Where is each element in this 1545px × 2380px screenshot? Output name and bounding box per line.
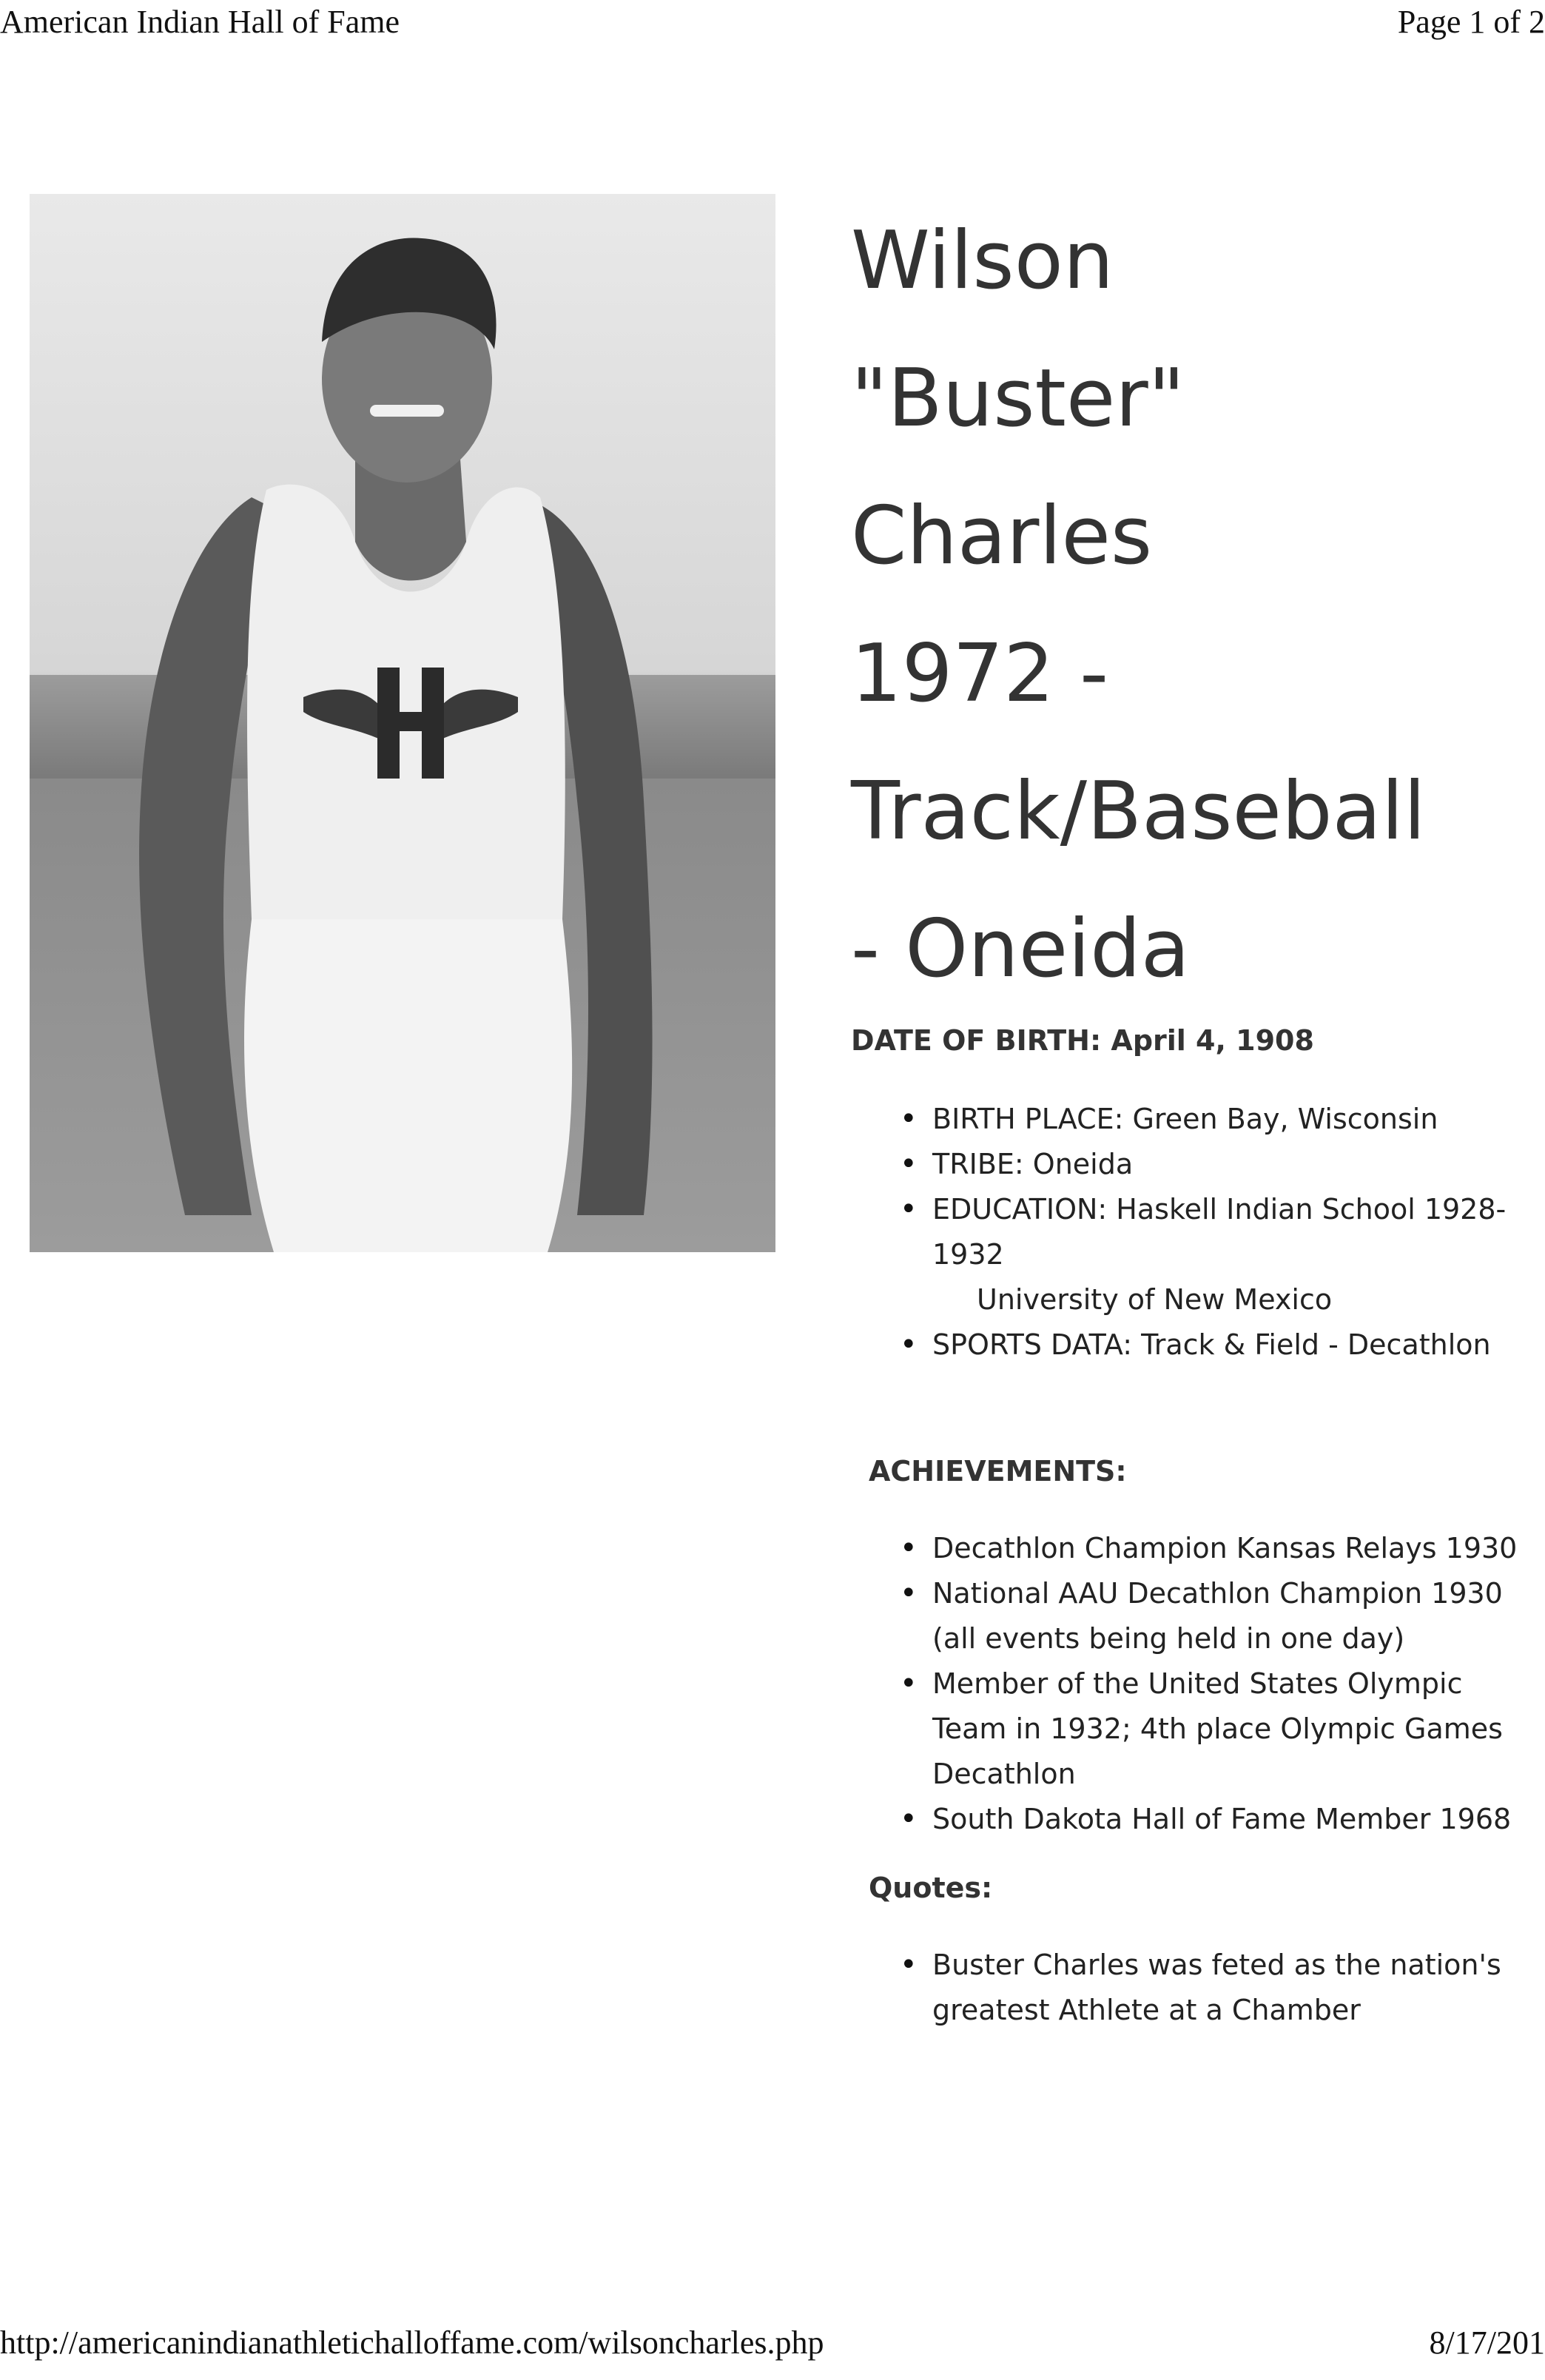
achievements-heading: ACHIEVEMENTS: — [869, 1455, 1127, 1488]
achievement-item: • Member of the United States Olympic Team in 1932; 4th place Olympic Games Decathlon — [932, 1661, 1532, 1797]
fact-education — [932, 1187, 1532, 1322]
quote-item: • Buster Charles was feted as the nation's greatest Athlete at a Chamber — [932, 1943, 1532, 2033]
site-title: American Indian Hall of Fame — [0, 4, 400, 40]
print-footer — [0, 2324, 1545, 2368]
achievement-item: • South Dakota Hall of Fame Member 1968 — [932, 1797, 1532, 1842]
page-title — [851, 192, 1532, 1018]
title-line-1: Wilson — [851, 215, 1114, 307]
achievement-item: • Decathlon Champion Kansas Relays 1930 — [932, 1526, 1532, 1571]
athlete-photo — [30, 194, 775, 1252]
title-line-5: Track/Baseball — [851, 765, 1426, 858]
achievements-list — [851, 1526, 1532, 1842]
print-date: 8/17/201 — [1429, 2324, 1545, 2361]
bio-facts-list — [851, 1097, 1532, 1368]
quotes-heading: Quotes: — [869, 1872, 993, 1904]
title-line-3: Charles — [851, 490, 1153, 582]
print-header — [0, 3, 1545, 47]
page-label: Page 1 of 2 — [1397, 4, 1545, 40]
fact-education-extra: University of New Mexico — [977, 1283, 1333, 1316]
athlete-photo-graphic — [30, 194, 775, 1252]
title-line-4: 1972 - — [851, 628, 1109, 720]
shorts — [244, 919, 572, 1252]
dob-label: DATE OF BIRTH: — [851, 1024, 1102, 1057]
fact-sports: • SPORTS DATA: Track & Field - Decathlon — [932, 1322, 1532, 1368]
fact-tribe: • TRIBE: Oneida — [932, 1142, 1532, 1187]
achievement-item: • National AAU Decathlon Champion 1930 (all events being held in one day) — [932, 1571, 1532, 1661]
title-line-6: - Oneida — [851, 903, 1190, 995]
profile-content — [851, 192, 1532, 2033]
title-line-2: "Buster" — [851, 352, 1185, 445]
smile — [370, 405, 444, 417]
page-url: http://americanindianathletichalloffame.com/wilsoncharles.php — [0, 2324, 824, 2361]
dob-value: April 4, 1908 — [1111, 1024, 1314, 1057]
quotes-list — [851, 1943, 1532, 2033]
fact-education-text: EDUCATION: Haskell Indian School 1928-1932 — [932, 1193, 1507, 1271]
date-of-birth — [851, 1024, 1532, 1057]
fact-birth-place: • BIRTH PLACE: Green Bay, Wisconsin — [932, 1097, 1532, 1142]
